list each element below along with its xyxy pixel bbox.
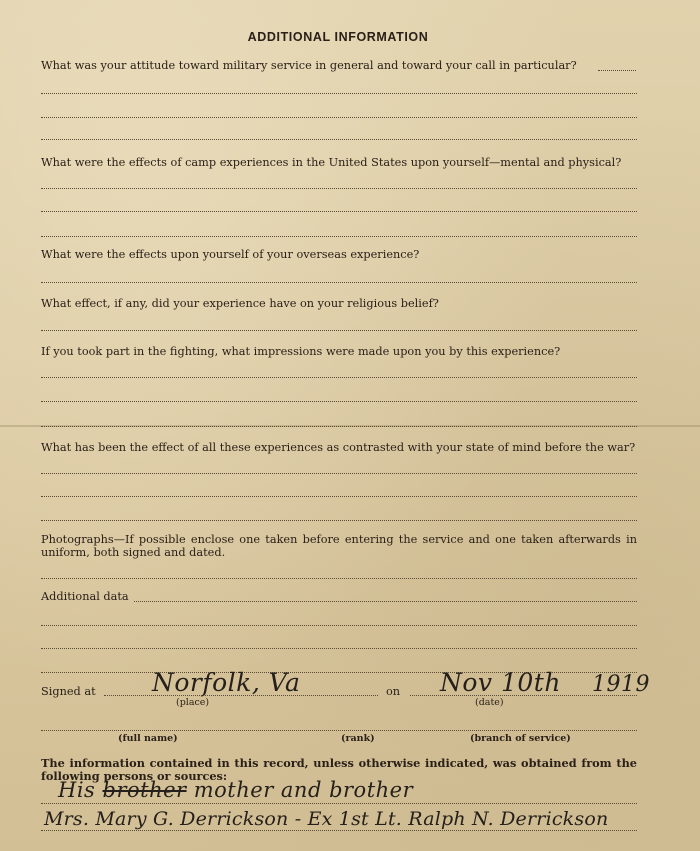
answer-line[interactable] bbox=[41, 188, 637, 189]
date-caption: (date) bbox=[475, 697, 504, 708]
answer-line[interactable] bbox=[41, 401, 637, 402]
full-name-caption: (full name) bbox=[118, 733, 178, 744]
form-title: ADDITIONAL INFORMATION bbox=[247, 30, 429, 44]
struck-word: brother bbox=[102, 778, 187, 802]
question-fighting: If you took part in the fighting, what impressions were made upon you by this experience? bbox=[41, 345, 561, 358]
question-religious: What effect, if any, did your experience have on your religious belief? bbox=[41, 297, 439, 310]
answer-line[interactable] bbox=[41, 520, 637, 521]
question-attitude-text: What was your attitude toward military service in general and toward your call in particular? bbox=[41, 59, 577, 72]
answer-line[interactable] bbox=[598, 70, 636, 71]
answer-line[interactable] bbox=[41, 496, 637, 497]
on-label: on bbox=[386, 685, 401, 698]
question-state-of-mind: What has been the effect of all these experiences as contrasted with your state of mind before the war? bbox=[41, 441, 636, 454]
photographs-instruction: Photographs—If possible enclose one taken before entering the service and one taken afterwards in uniform, both signed and dated. bbox=[41, 533, 637, 559]
sources-handwriting-line-2: Mrs. Mary G. Derrickson - Ex 1st Lt. Ralph N. Derrickson bbox=[44, 808, 609, 830]
additional-data-line[interactable] bbox=[134, 601, 637, 602]
name-rank-branch-line[interactable] bbox=[41, 730, 637, 731]
answer-line[interactable] bbox=[41, 625, 637, 626]
place-line[interactable] bbox=[104, 695, 378, 696]
question-overseas: What were the effects upon yourself of your overseas experience? bbox=[41, 248, 420, 261]
answer-line[interactable] bbox=[41, 139, 637, 140]
place-handwriting: Norfolk, Va bbox=[152, 668, 301, 697]
sources-line[interactable] bbox=[41, 830, 637, 831]
answer-line[interactable] bbox=[41, 377, 637, 378]
additional-data-label: Additional data bbox=[41, 590, 129, 603]
answer-line[interactable] bbox=[41, 648, 637, 649]
sources-statement: The information contained in this record, unless otherwise indicated, was obtained from the following persons or sources: bbox=[41, 756, 637, 783]
his-word: His bbox=[58, 778, 96, 802]
answer-line[interactable] bbox=[41, 473, 637, 474]
answer-line[interactable] bbox=[41, 211, 637, 212]
date-line[interactable] bbox=[410, 695, 637, 696]
answer-line[interactable] bbox=[41, 236, 637, 237]
answer-line[interactable] bbox=[41, 330, 637, 331]
sources-line[interactable] bbox=[41, 803, 637, 804]
answer-line[interactable] bbox=[41, 93, 637, 94]
branch-caption: (branch of service) bbox=[470, 733, 571, 744]
signed-at-label: Signed at bbox=[41, 685, 96, 698]
mother-and-brother: mother and brother bbox=[193, 778, 414, 802]
place-caption: (place) bbox=[176, 697, 210, 708]
year-handwriting: 1919 bbox=[592, 672, 650, 697]
question-camp-effects: What were the effects of camp experiences in the United States upon yourself—mental and physical? bbox=[41, 156, 622, 169]
answer-line[interactable] bbox=[41, 117, 637, 118]
answer-line[interactable] bbox=[41, 578, 637, 579]
sources-handwriting-line-1 bbox=[58, 778, 413, 802]
rank-caption: (rank) bbox=[341, 733, 375, 744]
question-attitude bbox=[41, 59, 637, 72]
answer-line[interactable] bbox=[41, 282, 637, 283]
date-handwriting: Nov 10th bbox=[440, 668, 561, 697]
answer-line[interactable] bbox=[41, 426, 637, 427]
